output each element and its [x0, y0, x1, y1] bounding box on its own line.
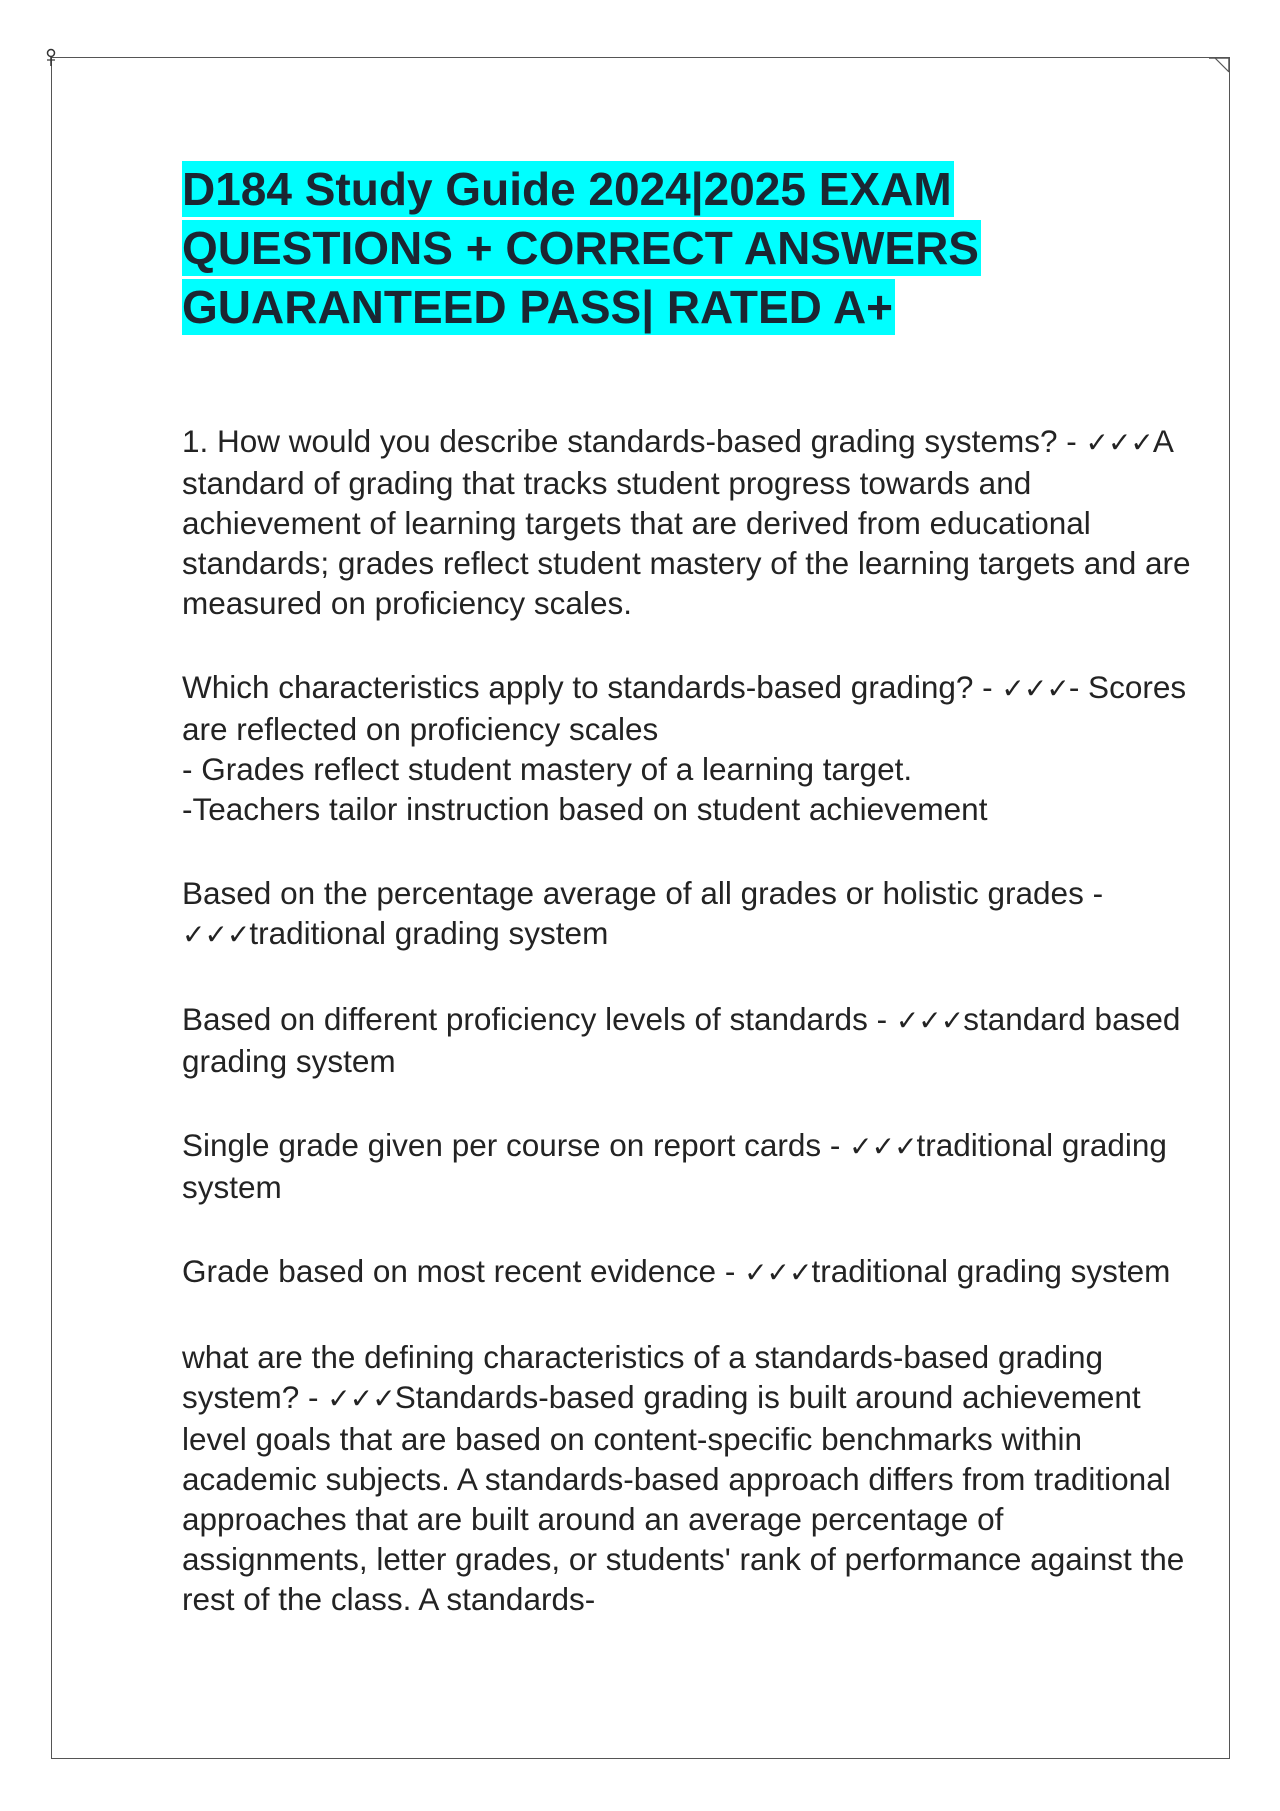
question-text: Which characteristics apply to standards-based grading? -: [182, 669, 993, 705]
qa-list: [182, 421, 1192, 1619]
answer-text: Standards-based grading is built around achievement level goals that are based on content-specific benchmarks within academic subjects. A standards-based approach differs from traditional approaches that are built around an average percentage of assignments, letter grades, or students' rank of performance against the rest of the class. A standards-: [182, 1379, 1185, 1617]
qa-item-2: [182, 667, 1192, 829]
check-mark-icon: ✓✓✓: [849, 1130, 917, 1163]
qa-item-4: [182, 999, 1192, 1081]
check-mark-icon: ✓✓✓: [895, 1004, 964, 1037]
answer-text: traditional grading system: [249, 915, 609, 951]
check-mark-icon: ✓✓✓: [182, 918, 250, 951]
pin-icon: [43, 48, 59, 68]
check-mark-icon: ✓✓✓: [744, 1256, 812, 1289]
qa-item-7: [182, 1337, 1192, 1619]
qa-item-3: [182, 873, 1192, 955]
document-content: [182, 160, 1192, 1663]
answer-text: traditional grading system: [182, 1127, 1167, 1205]
question-text: Grade based on most recent evidence -: [182, 1253, 736, 1289]
question-text: Based on different proficiency levels of standards -: [182, 1001, 888, 1037]
question-text: Based on the percentage average of all grades or holistic grades -: [182, 875, 1104, 911]
title-line-2: QUESTIONS + CORRECT ANSWERS: [182, 222, 979, 274]
qa-item-5: [182, 1125, 1192, 1207]
question-text: what are the defining characteristics of a standards-based grading system? -: [182, 1339, 1104, 1415]
title-line-3: GUARANTEED PASS| RATED A+: [182, 281, 894, 333]
qa-item-1: [182, 421, 1192, 623]
answer-text: traditional grading system: [811, 1253, 1171, 1289]
qa-item-6: [182, 1251, 1192, 1293]
answer-text: A standard of grading that tracks student progress towards and achievement of learning targets that are derived from educational standards; grades reflect student mastery of the learning targets and are measured on proficiency scales.: [182, 423, 1191, 621]
answer-text: - Scores are reflected on proficiency scales - Grades reflect student mastery of a learning target. -Teachers tailor instruction based on student achievement: [182, 669, 1187, 827]
check-mark-icon: ✓✓✓: [327, 1382, 395, 1415]
question-text: Single grade given per course on report cards -: [182, 1127, 841, 1163]
answer-text: standard based grading system: [182, 1001, 1181, 1079]
check-mark-icon: ✓✓✓: [1001, 672, 1069, 705]
question-text: 1. How would you describe standards-based grading systems? -: [182, 423, 1077, 459]
page-fold-icon: [1209, 56, 1231, 74]
document-title: [182, 160, 1192, 337]
title-line-1: D184 Study Guide 2024|2025 EXAM: [182, 163, 952, 215]
check-mark-icon: ✓✓✓: [1085, 426, 1153, 459]
